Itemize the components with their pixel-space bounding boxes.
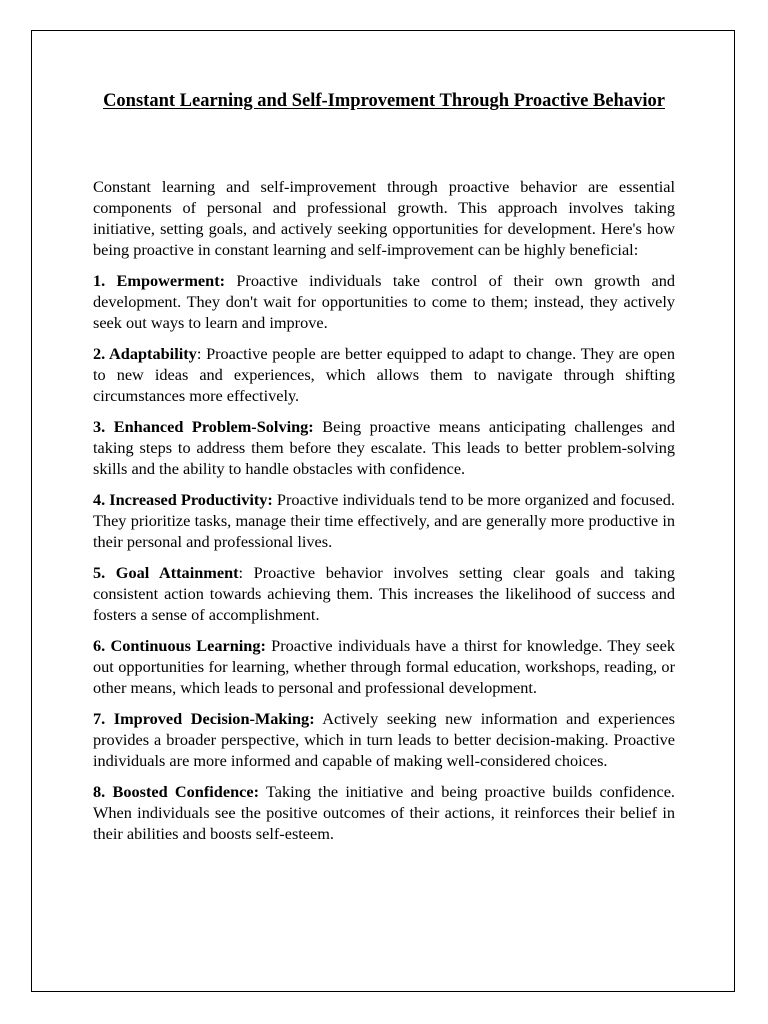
item-heading: 7. Improved Decision-Making:	[93, 709, 315, 728]
document-title: Constant Learning and Self-Improvement Through Proactive Behavior	[103, 91, 665, 111]
item-heading: 6. Continuous Learning:	[93, 636, 266, 655]
item-text: Actively seeking new information and experiences provides a broader perspective, which in turn leads to better decision-making. Proactive individuals are more informed and capable of making well-considered choices.	[93, 709, 675, 770]
item-heading: 1. Empowerment:	[93, 271, 226, 290]
item-heading: 4. Increased Productivity:	[93, 490, 273, 509]
list-item	[93, 343, 675, 406]
list-item	[93, 635, 675, 698]
item-text: Being proactive means anticipating challenges and taking steps to address them before they escalate. This leads to better problem-solving skills and the ability to handle obstacles with confidence.	[93, 417, 675, 478]
item-heading: 2. Adaptability	[93, 344, 197, 363]
item-text: Taking the initiative and being proactive builds confidence. When individuals see the positive outcomes of their actions, it reinforces their belief in their abilities and boosts self-esteem.	[93, 782, 675, 843]
item-text: Proactive individuals take control of their own growth and development. They don't wait for opportunities to come to them; instead, they actively seek out ways to learn and improve.	[93, 271, 676, 332]
list-item	[93, 416, 675, 479]
list-item	[93, 270, 675, 333]
item-heading: 5. Goal Attainment	[93, 563, 239, 582]
list-item	[93, 708, 675, 771]
intro-paragraph: Constant learning and self-improvement through proactive behavior are essential components of personal and professional growth. This approach involves taking initiative, setting goals, and actively seeking opportunities for development. Here's how being proactive in constant learning and self-improvement can be highly beneficial:	[93, 177, 675, 259]
item-heading: 8. Boosted Confidence:	[93, 782, 259, 801]
document-page	[31, 30, 735, 992]
document-body	[93, 176, 675, 854]
item-text: Proactive individuals have a thirst for knowledge. They seek out opportunities for learning, whether through formal education, workshops, reading, or other means, which leads to personal and professional development.	[93, 636, 675, 697]
item-heading: 3. Enhanced Problem-Solving:	[93, 417, 314, 436]
list-item	[93, 489, 675, 552]
list-item	[93, 781, 675, 844]
item-text: Proactive individuals tend to be more organized and focused. They prioritize tasks, manage their time effectively, and are generally more productive in their personal and professional lives.	[93, 490, 675, 551]
item-text: : Proactive behavior involves setting clear goals and taking consistent action towards achieving them. This increases the likelihood of success and fosters a sense of accomplishment.	[93, 563, 675, 624]
list-item	[93, 562, 675, 625]
item-text: : Proactive people are better equipped to adapt to change. They are open to new ideas and experiences, which allows them to navigate through shifting circumstances more effectively.	[93, 344, 676, 405]
